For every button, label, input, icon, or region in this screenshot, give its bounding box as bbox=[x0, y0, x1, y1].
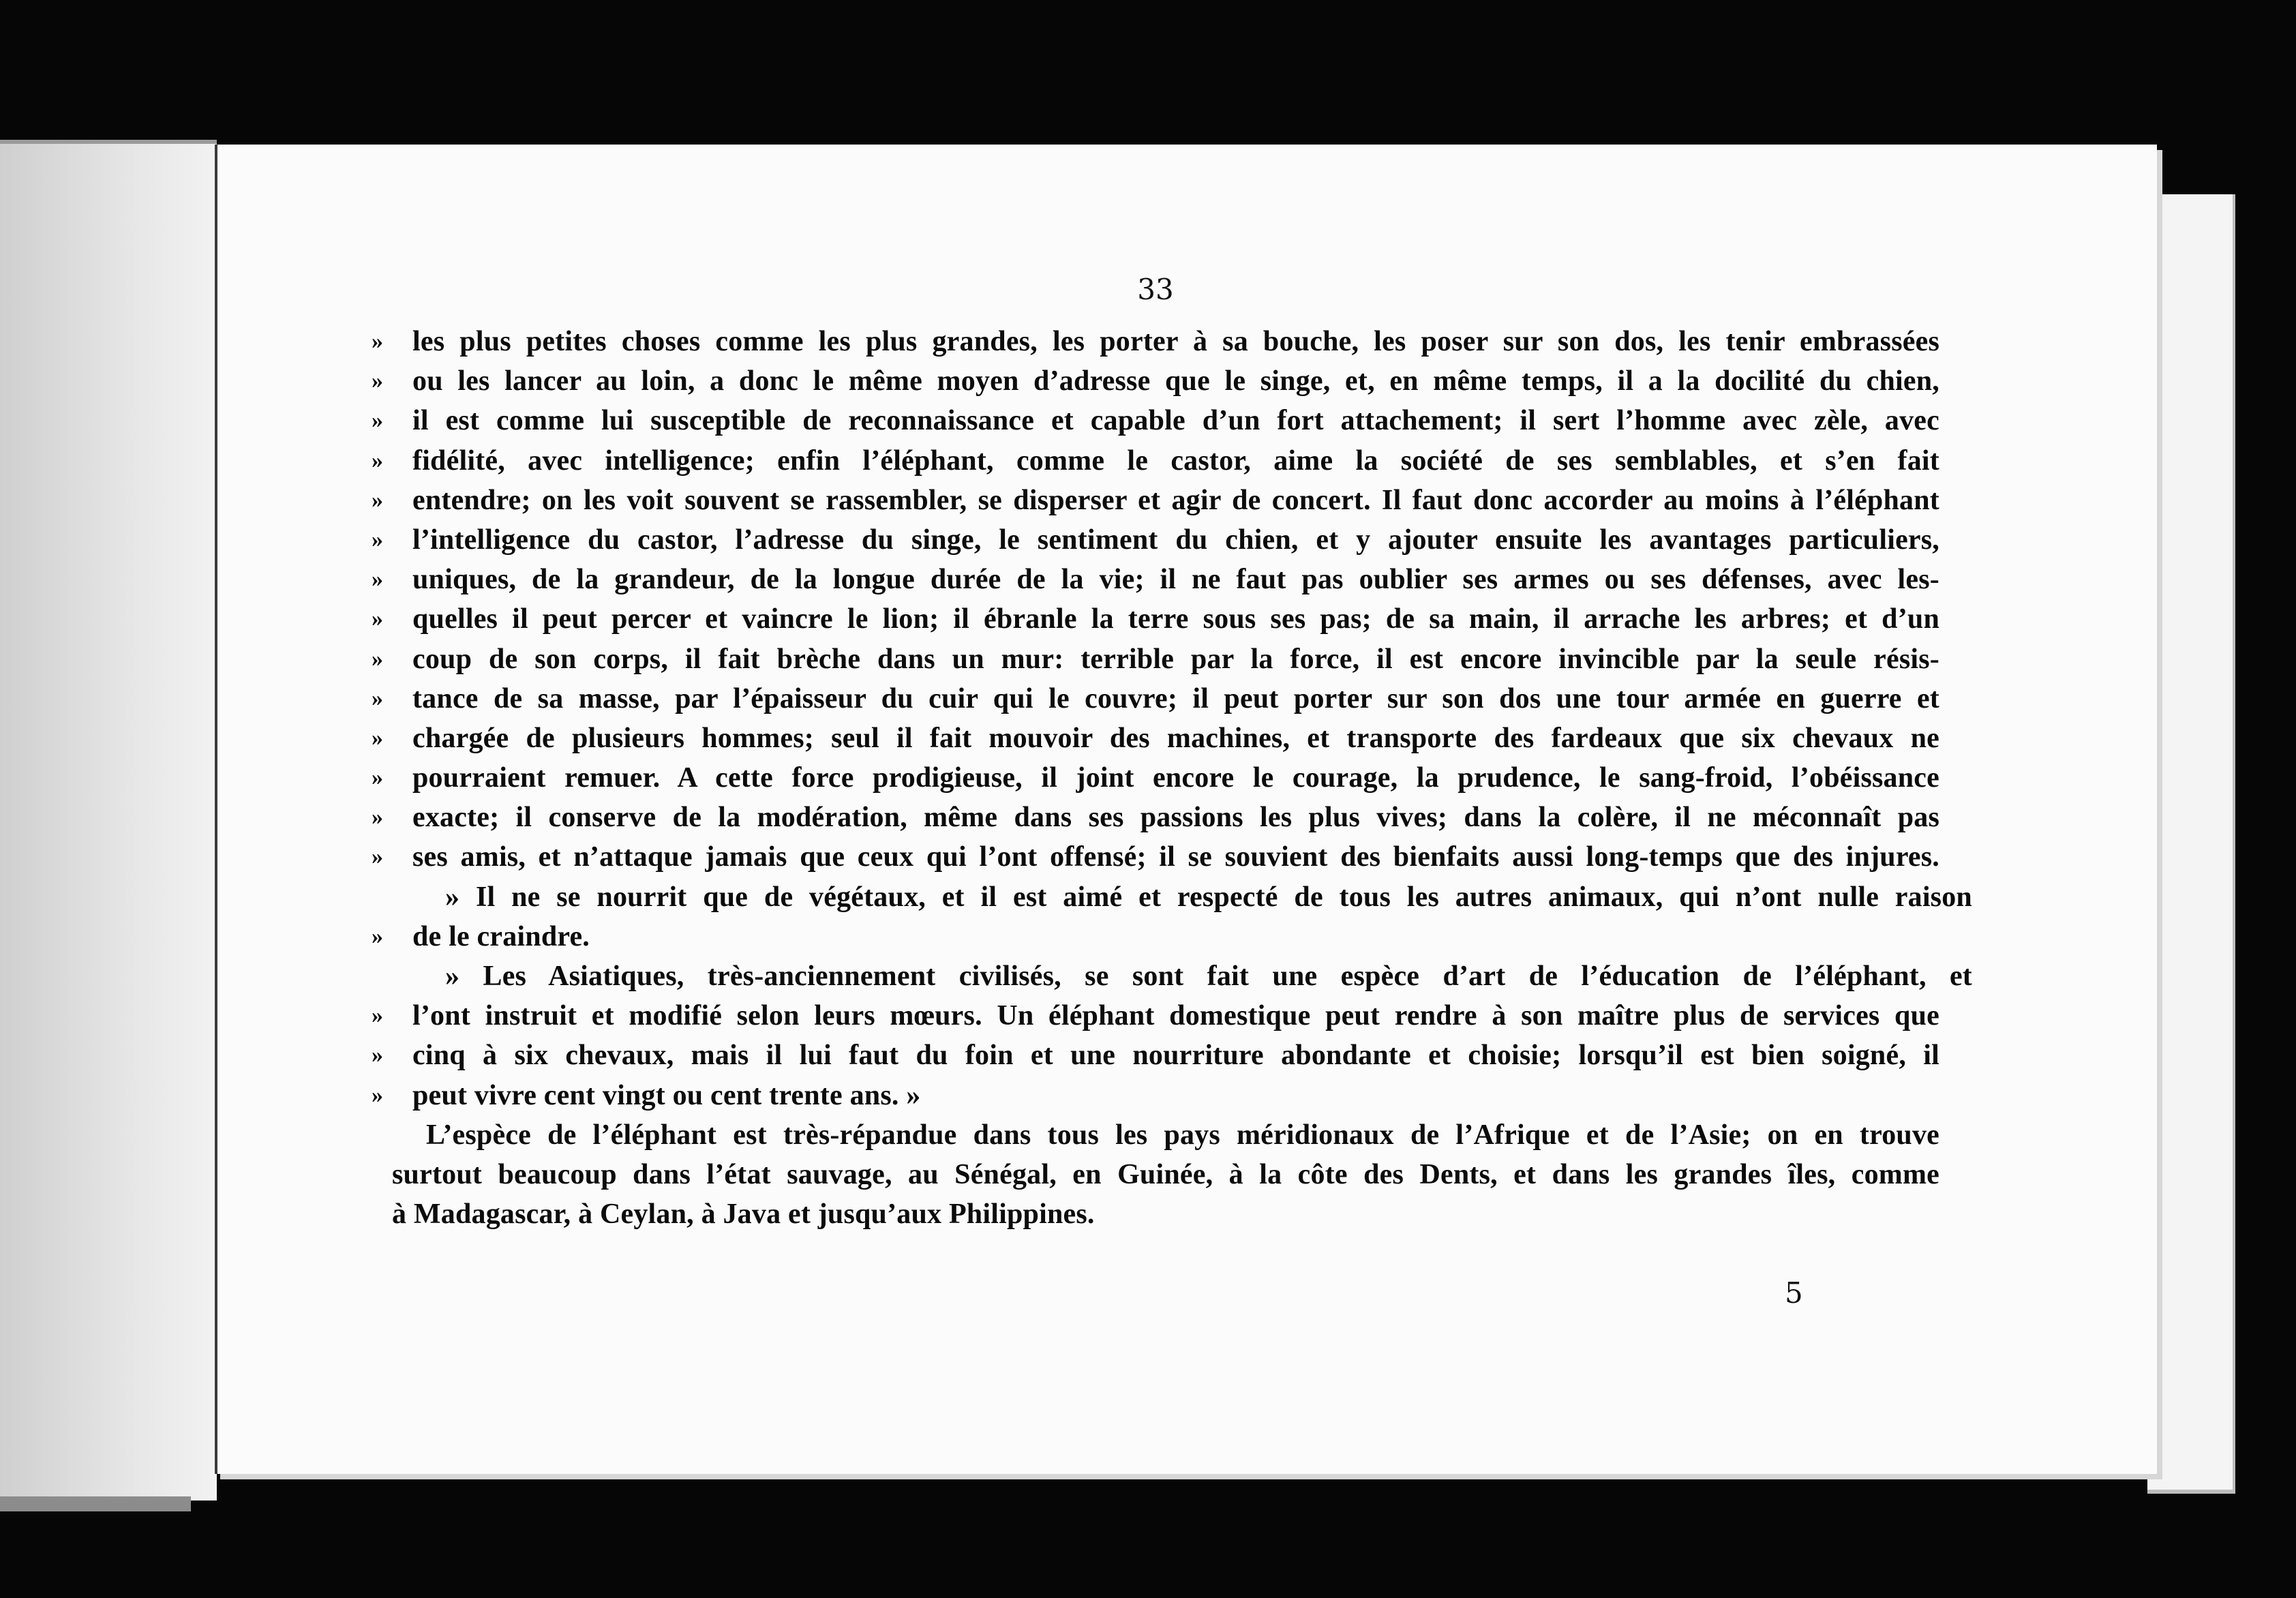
text-line bbox=[372, 798, 1939, 837]
text-line-content: exacte; il conserve de la modération, même dans ses passions les plus vives; dans la colère, il ne méconnaît pas bbox=[412, 802, 1939, 834]
quote-mark: » bbox=[372, 567, 384, 592]
text-line-content: il est comme lui susceptible de reconnaissance et capable d’un fort attachement; il sert l’homme avec zèle, avec bbox=[412, 405, 1939, 437]
text-line bbox=[372, 1155, 1939, 1194]
text-line bbox=[372, 679, 1939, 719]
text-line-content: de le craindre. bbox=[412, 920, 590, 952]
text-line bbox=[372, 1194, 1939, 1234]
text-line bbox=[372, 520, 1939, 560]
text-line bbox=[372, 639, 1939, 679]
text-line bbox=[372, 599, 1939, 639]
text-line bbox=[372, 481, 1939, 520]
text-line bbox=[372, 837, 1939, 877]
quote-mark: » bbox=[372, 804, 384, 830]
text-line-content: » Les Asiatiques, très-anciennement civilisés, se sont fait une espèce d’art de l’éducation de l’éléphant, et bbox=[445, 961, 1972, 992]
text-line-content: les plus petites choses comme les plus grandes, les porter à sa bouche, les poser sur son dos, les tenir embrassées bbox=[412, 326, 1939, 357]
text-line-content: ou les lancer au loin, a donc le même moyen d’adresse que le singe, et, en même temps, il a la docilité du chien, bbox=[412, 365, 1939, 397]
text-line-content: tance de sa masse, par l’épaisseur du cuir qui le couvre; il peut porter sur son dos une tour armée en guerre et bbox=[412, 682, 1939, 714]
quote-mark: » bbox=[372, 646, 384, 672]
text-line bbox=[372, 917, 1939, 956]
text-line-content: fidélité, avec intelligence; enfin l’éléphant, comme le castor, aime la société de ses semblables, et s’en fait bbox=[412, 444, 1939, 477]
text-line bbox=[372, 719, 1939, 758]
quote-mark: » bbox=[372, 1003, 384, 1029]
text-line-content: L’espèce de l’éléphant est très-répandue dans tous les pays méridionaux de l’Afrique et de l’Asie; on en trouve bbox=[426, 1119, 1939, 1151]
text-line-content: chargée de plusieurs hommes; seul il fait mouvoir des machines, et transporte des fardeaux que six chevaux ne bbox=[412, 722, 1939, 754]
quote-mark: » bbox=[372, 526, 384, 552]
left-page-edge bbox=[0, 140, 217, 1501]
text-line-content: entendre; on les voit souvent se rassembler, se disperser et agir de concert. Il faut donc accorder au moins à l’éléphant bbox=[412, 484, 1939, 516]
text-line bbox=[372, 441, 1939, 481]
signature-mark: 5 bbox=[1785, 1276, 1803, 1310]
text-line-content: cinq à six chevaux, mais il lui faut du foin et une nourriture abondante et choisie; lorsqu’il est bien soigné, il bbox=[412, 1040, 1939, 1072]
text-line-content: l’ont instruit et modifié selon leurs mœurs. Un éléphant domestique peut rendre à son maître plus de services que bbox=[412, 1000, 1939, 1032]
text-line bbox=[372, 361, 1939, 401]
quote-mark: » bbox=[372, 408, 384, 434]
text-line-content: surtout beaucoup dans l’état sauvage, au Sénégal, en Guinée, à la côte des Dents, et dans les grandes îles, comme bbox=[392, 1158, 1939, 1190]
quote-mark: » bbox=[372, 685, 384, 711]
quote-mark: » bbox=[372, 447, 384, 473]
page-number: 33 bbox=[1137, 273, 1174, 306]
text-line-content: coup de son corps, il fait brèche dans un mur: terrible par la force, il est encore invincible par la seule résis- bbox=[412, 643, 1939, 675]
text-line-content: pourraient remuer. A cette force prodigieuse, il joint encore le courage, la prudence, le sang-froid, l’obéissance bbox=[412, 762, 1939, 794]
text-line-content: ses amis, et n’attaque jamais que ceux qui l’ont offensé; il se souvient des bienfaits aussi long-temps que des injures. bbox=[412, 841, 1939, 873]
body-text bbox=[372, 322, 1972, 1234]
quote-mark: » bbox=[372, 329, 384, 354]
text-line bbox=[372, 401, 1939, 440]
text-line bbox=[372, 877, 1972, 917]
text-line-content: peut vivre cent vingt ou cent trente ans. » bbox=[412, 1079, 921, 1111]
quote-mark: » bbox=[372, 725, 384, 751]
quote-mark: » bbox=[372, 923, 384, 949]
text-line bbox=[372, 758, 1939, 798]
text-line bbox=[372, 322, 1939, 361]
text-line bbox=[372, 1076, 1939, 1115]
text-line-content: à Madagascar, à Ceylan, à Java et jusqu’aux Philippines. bbox=[392, 1198, 1095, 1231]
quote-mark: » bbox=[372, 765, 384, 791]
quote-mark: » bbox=[372, 1082, 384, 1108]
text-line bbox=[372, 1115, 1939, 1155]
left-page-bottom-edge bbox=[0, 1496, 191, 1511]
text-line bbox=[372, 560, 1939, 599]
quote-mark: » bbox=[372, 844, 384, 870]
text-line-content: » Il ne se nourrit que de végétaux, et il est aimé et respecté de tous les autres animaux, qui n’ont nulle raison bbox=[445, 881, 1972, 913]
text-line bbox=[372, 996, 1939, 1036]
next-page-edge bbox=[2147, 194, 2235, 1494]
text-line bbox=[372, 1036, 1939, 1075]
text-line-content: l’intelligence du castor, l’adresse du singe, le sentiment du chien, et y ajouter ensuite les avantages particuliers, bbox=[412, 524, 1939, 556]
quote-mark: » bbox=[372, 368, 384, 394]
quote-mark: » bbox=[372, 487, 384, 513]
quote-mark: » bbox=[372, 1042, 384, 1068]
text-line-content: uniques, de la grandeur, de la longue durée de la vie; il ne faut pas oublier ses armes ou ses défenses, avec les- bbox=[412, 564, 1939, 596]
text-line bbox=[372, 956, 1972, 996]
text-line-content: quelles il peut percer et vaincre le lion; il ébranle la terre sous ses pas; de sa main, il arrache les arbres; et d’un bbox=[412, 603, 1939, 635]
quote-mark: » bbox=[372, 606, 384, 632]
